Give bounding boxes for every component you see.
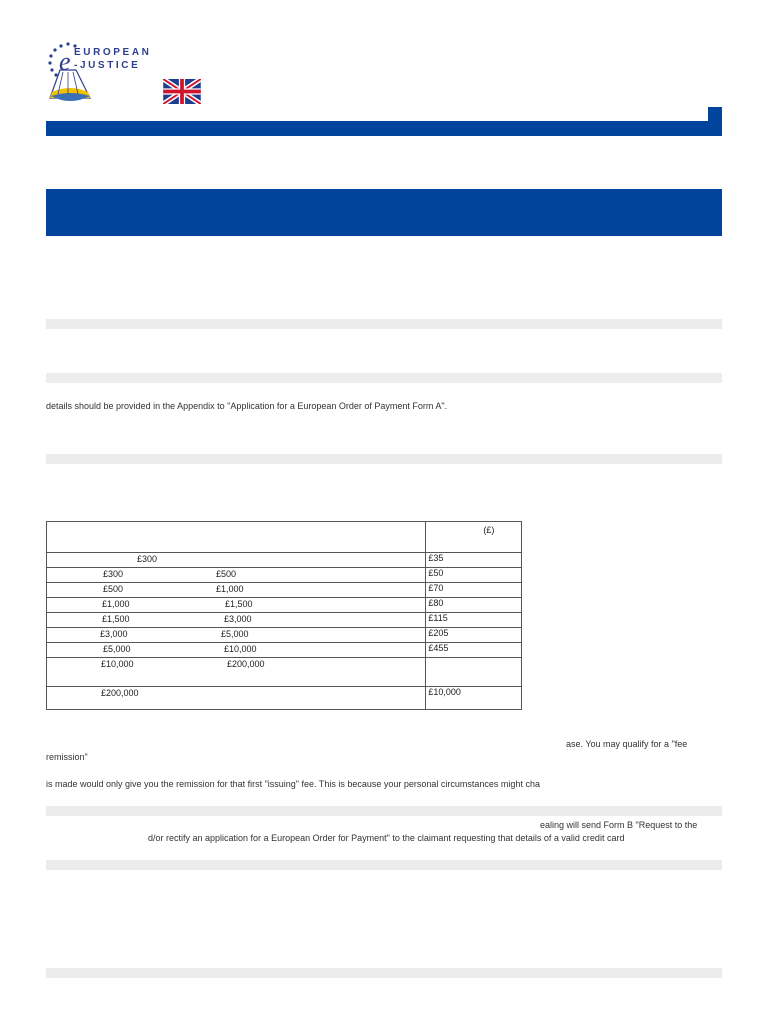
uk-flag-icon[interactable] [163, 79, 201, 104]
table-cell-fee [426, 658, 522, 687]
section-header-1[interactable] [46, 319, 722, 329]
table-cell-fee: £115 [426, 613, 522, 628]
table-cell-from: £1,000 [102, 599, 130, 609]
section-header-3[interactable] [46, 454, 722, 464]
section-header-6[interactable] [46, 968, 722, 978]
header-bar-notch [708, 107, 722, 122]
appendix-note-text: details should be provided in the Appendix to "Application for a European Order of Payment Form A". [46, 401, 448, 411]
logo-text-justice: -JUSTICE [74, 60, 141, 71]
remission-text-b: remission" [46, 752, 88, 762]
table-cell-from: £3,000 [100, 629, 128, 639]
table-cell-to: £200,000 [227, 659, 265, 669]
table-cell-fee: £10,000 [426, 687, 522, 710]
remission-text-a: ase. You may qualify for a "fee [566, 739, 688, 749]
table-cell-fee: £80 [426, 598, 522, 613]
table-cell-from: £500 [103, 584, 124, 594]
header-bar [46, 121, 722, 136]
logo-text-european: EUROPEAN [74, 47, 152, 58]
table-header-row [47, 522, 522, 553]
svg-text:e: e [59, 47, 71, 76]
table-cell-fee: £35 [426, 553, 522, 568]
table-cell-from: £300 [137, 554, 158, 564]
section-header-5[interactable] [46, 860, 722, 870]
table-header-fee: (£) [426, 522, 522, 553]
remission-text-c: is made would only give you the remission for that first "issuing" fee. This is because your personal circumstances might cha [46, 779, 540, 789]
form-b-text-a: ealing will send Form B "Request to the [540, 820, 698, 830]
table-cell-from: £10,000 [101, 659, 134, 669]
table-cell-from: £5,000 [103, 644, 131, 654]
table-cell-to: £10,000 [224, 644, 257, 654]
table-cell-fee: £50 [426, 568, 522, 583]
table-cell-to: £500 [216, 569, 237, 579]
table-cell-fee: £70 [426, 583, 522, 598]
section-header-4[interactable] [46, 806, 722, 816]
table-cell-from: £300 [103, 569, 124, 579]
e-justice-logo[interactable] [46, 40, 156, 110]
table-row [47, 553, 522, 568]
fee-table [46, 521, 522, 710]
table-row [47, 687, 522, 710]
section-header-2[interactable] [46, 373, 722, 383]
table-row [47, 613, 522, 628]
table-cell-to: £1,000 [216, 584, 244, 594]
table-header-claim [47, 522, 426, 553]
table-cell-to: £3,000 [224, 614, 252, 624]
form-b-text-b: d/or rectify an application for a European Order for Payment" to the claimant requesting that details of a valid credit card [148, 833, 625, 843]
table-cell-to: £5,000 [221, 629, 249, 639]
table-cell-fee: £205 [426, 628, 522, 643]
table-row [47, 568, 522, 583]
table-cell-to: £1,500 [225, 599, 253, 609]
page-title-bar [46, 189, 722, 236]
table-row [47, 643, 522, 658]
table-cell-from: £200,000 [101, 688, 139, 698]
table-row [47, 658, 522, 687]
table-row [47, 583, 522, 598]
table-row [47, 628, 522, 643]
table-cell-fee: £455 [426, 643, 522, 658]
table-row [47, 598, 522, 613]
table-cell-from: £1,500 [102, 614, 130, 624]
